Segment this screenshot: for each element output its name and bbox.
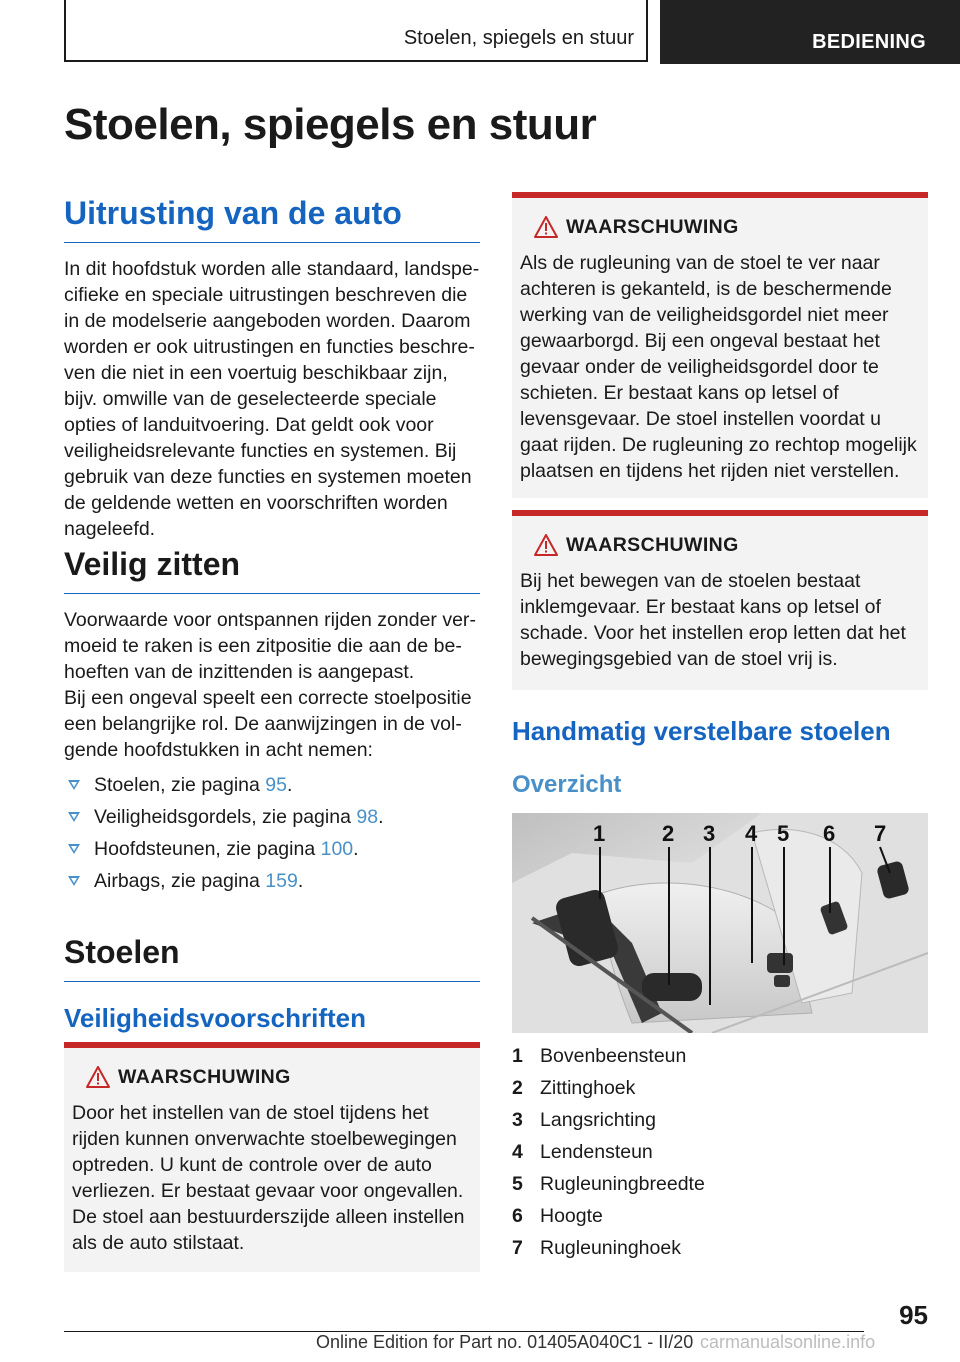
- warning-text: Door het instellen van de stoel tijdens het rijden kunnen onverwachte stoelbewegingen optreden. U kunt de controle over de auto verliezen. Er bestaat gevaar voor ongevallen. De stoel aan bestuurderszijde alleen instellen als de auto stilstaat.: [72, 1102, 465, 1254]
- list-item: Veiligheidsgordels, zie pagina 98.: [64, 804, 480, 836]
- photo-label-4: 4: [745, 821, 758, 846]
- list-item: Hoofdsteunen, zie pagina 100.: [64, 836, 480, 868]
- subsection-title-safety: Veiligheidsvoorschriften: [64, 1003, 366, 1033]
- photo-label-1: 1: [593, 821, 606, 846]
- warning-text: Bij het bewegen van de stoelen bestaat inklemgevaar. Er bestaat kans op letsel of schade. Voor het instellen erop letten dat het bewegingsgebied van de stoel vrij is.: [520, 570, 906, 670]
- equipment-paragraph: In dit hoofdstuk worden alle standaard, landspecifieke en speciale uitrustingen beschreven die in de modelserie aangeboden worden. Daarom worden er ook uitrustingen en functies beschreven die niet in een voertuig beschikbaar zijn, bijv. omwille van de geselecteerde speciale opties of landuitvoering. Dat geldt ook voor veiligheidsrelevante functies en systemen. Bij gebruik van deze functies en systemen moeten de geldende wetten en voorschriften worden nageleefd.: [64, 258, 480, 540]
- legend-item: 2 Zittinghoek: [512, 1077, 636, 1099]
- section-title-equipment: Uitrusting van de auto: [64, 195, 480, 243]
- warning-triangle-icon: [534, 534, 558, 556]
- page-number: 95: [899, 1300, 928, 1330]
- page-link[interactable]: 100: [320, 838, 354, 860]
- warning-title: WAARSCHUWING: [566, 534, 739, 556]
- bullet-triangle-icon: [68, 876, 80, 886]
- subsubsection-title-overview: Overzicht: [512, 771, 622, 798]
- safe-seating-paragraph-2: Bij een ongeval speelt een correcte stoelpositie een belangrijke rol. De aanwijzingen in de volgende hoofdstukken in acht nemen:: [64, 687, 472, 761]
- subsection-title-manual-seats: Handmatig verstelbare stoelen: [512, 716, 891, 746]
- page-title: Stoelen, spiegels en stuur: [64, 100, 597, 149]
- legend-item: 4 Lendensteun: [512, 1141, 653, 1163]
- header-chapter-box: [660, 0, 960, 64]
- footer-watermark: carmanualsonline.info: [700, 1332, 876, 1352]
- bullet-triangle-icon: [68, 780, 80, 790]
- reference-list: [64, 772, 480, 900]
- list-item: Airbags, zie pagina 159.: [64, 868, 480, 900]
- bullet-triangle-icon: [68, 844, 80, 854]
- running-header: [64, 0, 960, 64]
- legend-item: 3 Langsrichting: [512, 1109, 656, 1131]
- bullet-triangle-icon: [68, 812, 80, 822]
- photo-label-7: 7: [874, 821, 887, 846]
- photo-legend: [512, 1043, 928, 1267]
- warning-text: Als de rugleuning van de stoel te ver naar achteren is gekanteld, is de beschermende werking van de veiligheidsgordel niet meer gewaarborgd. Bij een ongeval bestaat het gevaar onder de veiligheidsgordel door te schieten. Er bestaat kans op letsel of levensgevaar. De stoel instellen voordat u gaat rijden. De rugleuning zo rechtop mogelijk plaatsen en tijdens het rijden niet verstellen.: [520, 252, 917, 482]
- photo-label-2: 2: [662, 821, 675, 846]
- warning-box-2: [512, 192, 928, 498]
- page-link[interactable]: 95: [265, 774, 287, 796]
- safe-seating-paragraph-1: Voorwaarde voor ontspannen rijden zonder vermoeid te raken is een zitpositie die aan de behoeften van de inzittenden is aangepast.: [64, 609, 476, 683]
- legend-item: 5 Rugleuningbreedte: [512, 1173, 705, 1195]
- photo-label-6: 6: [823, 821, 836, 846]
- header-section-box: [64, 0, 648, 62]
- warning-title: WAARSCHUWING: [566, 216, 739, 238]
- legend-item: 1 Bovenbeensteun: [512, 1045, 687, 1067]
- legend-item: 6 Hoogte: [512, 1205, 603, 1227]
- warning-title: WAARSCHUWING: [118, 1066, 291, 1088]
- seat-illustration: [512, 813, 928, 1033]
- page-link[interactable]: 159: [265, 870, 298, 892]
- warning-box-1: [64, 1042, 480, 1272]
- legend-item: 7 Rugleuninghoek: [512, 1237, 681, 1259]
- section-title-safe-seating: Veilig zitten: [64, 546, 480, 594]
- seat-controls-photo: [512, 813, 928, 1033]
- warning-triangle-icon: [86, 1066, 110, 1088]
- section-title-seats: Stoelen: [64, 934, 480, 982]
- header-chapter-title: BEDIENING: [812, 31, 926, 53]
- warning-triangle-icon: [534, 216, 558, 238]
- photo-label-5: 5: [777, 821, 790, 846]
- warning-box-3: [512, 510, 928, 690]
- page-link[interactable]: 98: [356, 806, 379, 828]
- footer-edition: Online Edition for Part no. 01405A040C1 - II/20: [316, 1332, 694, 1352]
- list-item: Stoelen, zie pagina 95.: [64, 772, 480, 804]
- header-section-title: Stoelen, spiegels en stuur: [403, 27, 634, 49]
- photo-label-3: 3: [703, 821, 716, 846]
